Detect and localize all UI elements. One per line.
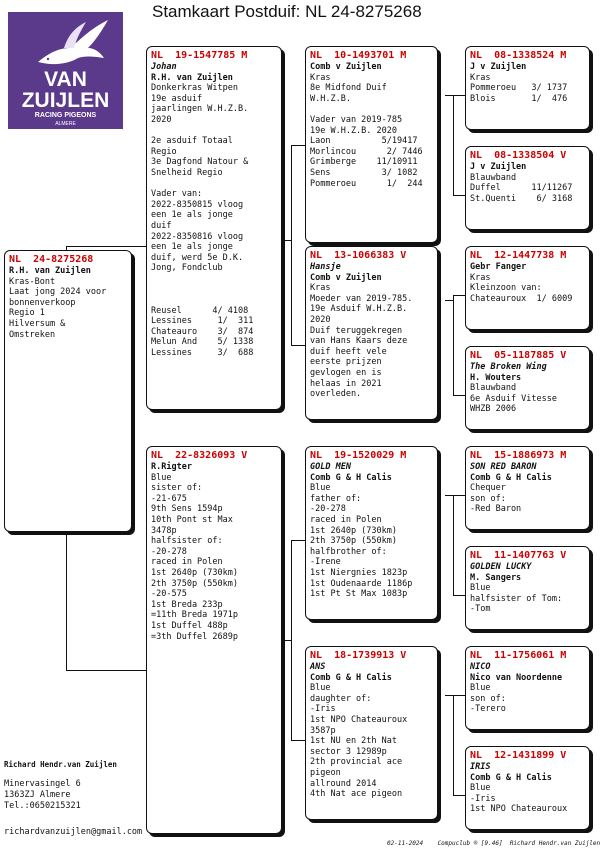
- owner-name: R.Rigter: [151, 462, 192, 472]
- pedigree-line: Blue: [151, 472, 172, 483]
- pigeon-name: Johan: [151, 62, 177, 72]
- ring-number: NL 08-1338504 V: [470, 150, 567, 161]
- pedigree-line: raced in Polen: [151, 557, 223, 568]
- pedigree-line: Duffel 11/11267: [470, 183, 573, 194]
- pedigree-line: Regio 1: [9, 308, 45, 319]
- pedigree-line: =11th Breda 1971p: [151, 610, 238, 621]
- page-title: Stamkaart Postduif: NL 24-8275268: [152, 2, 422, 21]
- pedigree-line: -Terero: [470, 704, 506, 715]
- pedigree-line: gevlogen en is: [310, 367, 382, 378]
- owner-name: Nico van Noordenne: [470, 672, 563, 683]
- pedigree-card-fm-dam[interactable]: [465, 346, 590, 430]
- owner-name: Comb G & H Calis: [310, 672, 392, 683]
- pedigree-card-mm-sire[interactable]: [465, 646, 590, 730]
- pigeon-name: ANS: [310, 662, 326, 672]
- pedigree-line: helaas in 2021: [310, 378, 382, 389]
- owner-name: Comb v Zuijlen: [310, 272, 382, 283]
- ring-number: NL 11-1407763 V: [470, 550, 567, 561]
- owner-name: R.H. van Zuijlen: [151, 72, 233, 83]
- pedigree-line: Snelheid Regio: [151, 167, 223, 178]
- pedigree-line: -21-675: [151, 493, 187, 504]
- spacer: [151, 284, 277, 295]
- pedigree-line: Melun And 5/ 1338: [151, 337, 254, 348]
- pedigree-line: 3e Dagfond Natour &: [151, 157, 249, 168]
- pedigree-line: Blue: [310, 483, 331, 494]
- pigeon-name: NICO: [470, 662, 491, 672]
- pedigree-line: raced in Polen: [310, 514, 382, 525]
- pedigree-card-mother-dam[interactable]: [305, 646, 438, 820]
- pedigree-line: -20-575: [151, 589, 187, 600]
- pedigree-line: 1st Niergnies 1823p: [310, 567, 408, 578]
- pedigree-line: 1st Breda 233p: [151, 599, 223, 610]
- pedigree-card-mf-dam[interactable]: [465, 546, 590, 630]
- pedigree-line: pigeon: [310, 767, 341, 778]
- pedigree-line: 2th provincial ace: [310, 757, 403, 768]
- pedigree-line: -Irene: [310, 557, 341, 568]
- spacer: [151, 126, 277, 137]
- pedigree-line: Pommeroeu 1/ 244: [310, 178, 423, 189]
- pedigree-line: W.H.Z.B.: [310, 93, 351, 104]
- pedigree-line: Donkerkras Witpen: [151, 83, 238, 94]
- pedigree-line: jaarlingen W.H.Z.B.: [151, 104, 249, 115]
- pedigree-line: halfbrother of:: [310, 546, 387, 557]
- pedigree-line: Blue: [470, 583, 491, 594]
- pedigree-line: 2022-8350815 vloog: [151, 199, 244, 210]
- pedigree-line: daughter of:: [310, 693, 372, 704]
- owner-name: R.H. van Zuijlen: [9, 266, 91, 276]
- pedigree-line: 2e asduif Totaal: [151, 136, 233, 147]
- pedigree-card-fm-sire[interactable]: [465, 246, 590, 330]
- pedigree-line: Kras: [310, 72, 331, 83]
- pedigree-line: Vader van 2019-785: [310, 114, 403, 125]
- pedigree-line: sector 3 12989p: [310, 746, 387, 757]
- pedigree-line: 1st NPO Chateauroux: [310, 714, 408, 725]
- owner-name: H. Wouters: [470, 372, 522, 383]
- pedigree-line: duif, werd 5e D.K.: [151, 252, 244, 263]
- pedigree-line: allround 2014: [310, 778, 377, 789]
- loft-logo: VAN ZUIJLEN RACING PIGEONS ALMERE: [8, 12, 123, 129]
- pedigree-line: St.Quenti 6/ 3168: [470, 193, 573, 204]
- owner-name: Comb G & H Calis: [470, 772, 552, 783]
- pedigree-line: van Hans Kaars deze: [310, 336, 408, 347]
- pedigree-line: Kras: [310, 283, 331, 294]
- ring-number: NL 05-1187885 V: [470, 350, 567, 361]
- pedigree-line: 10th Pont st Max: [151, 514, 233, 525]
- pedigree-line: een 1e als jonge: [151, 242, 233, 253]
- ring-number: NL 19-1547785 M: [151, 50, 248, 61]
- pedigree-line: Blauwband: [470, 383, 517, 394]
- pedigree-line: Lessines 3/ 688: [151, 348, 254, 359]
- ring-number: NL 11-1756061 M: [470, 650, 567, 661]
- owner-name: Comb G & H Calis: [470, 472, 552, 483]
- pedigree-line: duif: [151, 220, 172, 231]
- pedigree-line: 2th 3750p (550km): [310, 536, 397, 547]
- pedigree-line: Blue: [470, 683, 491, 694]
- pedigree-line: 1st Duffel 488p: [151, 620, 228, 631]
- ring-number: NL 24-8275268: [9, 254, 94, 265]
- pedigree-line: -Iris: [310, 704, 336, 715]
- pedigree-line: een 1e als jonge: [151, 210, 233, 221]
- pedigree-line: 19e W.H.Z.B. 2020: [310, 125, 397, 136]
- pedigree-line: 8e Midfond Duif: [310, 83, 387, 94]
- pedigree-card-mother-sire[interactable]: [305, 446, 438, 620]
- pedigree-line: =3th Duffel 2689p: [151, 631, 238, 642]
- pedigree-card-ff-sire[interactable]: [465, 46, 590, 130]
- ring-number: NL 22-8326093 V: [151, 450, 248, 461]
- pedigree-line: Blue: [470, 783, 491, 794]
- pedigree-line: 1st NPO Chateauroux: [470, 804, 568, 815]
- pigeon-name: Hansje: [310, 262, 341, 272]
- pedigree-line: 4th Nat ace pigeon: [310, 789, 403, 800]
- pedigree-line: -20-278: [151, 546, 187, 557]
- owner-name: Comb G & H Calis: [310, 472, 392, 483]
- pedigree-line: Laat jong 2024 voor: [9, 287, 107, 298]
- pedigree-line: 1st 2640p (730km): [310, 525, 397, 536]
- pedigree-line: -Tom: [470, 604, 491, 615]
- pedigree-line: 2th 3750p (550km): [151, 578, 238, 589]
- ring-number: NL 18-1739913 V: [310, 650, 407, 661]
- pedigree-line: Blois 1/ 476: [470, 93, 568, 104]
- pedigree-line: Morlincou 2/ 7446: [310, 146, 423, 157]
- pedigree-line: Laon 5/19417: [310, 136, 418, 147]
- pedigree-line: Kras: [470, 272, 491, 283]
- pedigree-line: halfsister of:: [151, 536, 223, 547]
- pedigree-line: Blue: [310, 683, 331, 694]
- pigeon-name: IRIS: [470, 762, 491, 772]
- breeder-name: Richard Hendr.van Zuijlen: [4, 760, 117, 769]
- pedigree-line: son of:: [470, 493, 506, 504]
- pedigree-line: Vader van:: [151, 189, 203, 200]
- pedigree-line: Hilversum &: [9, 318, 66, 329]
- pedigree-line: 2020: [310, 314, 331, 325]
- dove-icon: [8, 12, 123, 72]
- pedigree-line: eerste prijzen: [310, 357, 382, 368]
- pedigree-line: 9th Sens 1594p: [151, 504, 223, 515]
- pedigree-line: father of:: [310, 493, 362, 504]
- wire-subject-mother: [66, 532, 67, 670]
- pedigree-line: 1st Pt St Max 1083p: [310, 589, 408, 600]
- pedigree-line: Jong, Fondclub: [151, 263, 223, 274]
- pedigree-line: 1st NU en 2th Nat: [310, 736, 397, 747]
- owner-name: Gebr Fanger: [470, 262, 527, 272]
- pedigree-line: Kleinzoon van:: [470, 283, 542, 294]
- pedigree-line: 1st Oudenaarde 1186p: [310, 578, 413, 589]
- pigeon-name: SON RED BARON: [470, 462, 537, 472]
- pedigree-line: Chateauroux 1/ 6009: [470, 293, 573, 304]
- pedigree-line: Moeder van 2019-785.: [310, 293, 413, 304]
- wire-subject-mother-h: [66, 670, 146, 671]
- ring-number: NL 10-1493701 M: [310, 50, 407, 61]
- wire-subject-father-h: [66, 246, 146, 247]
- ring-number: NL 13-1066383 V: [310, 250, 407, 261]
- pedigree-line: 19e asduif: [151, 93, 203, 104]
- pedigree-card-father-dam[interactable]: [305, 246, 438, 420]
- pedigree-line: halfsister of Tom:: [470, 593, 563, 604]
- pigeon-name: GOLD MEN: [310, 462, 351, 472]
- ring-number: NL 19-1520029 M: [310, 450, 407, 461]
- pedigree-line: Reusel 4/ 4108: [151, 305, 249, 316]
- pedigree-line: 3478p: [151, 525, 177, 536]
- pedigree-line: 2020: [151, 114, 172, 125]
- pedigree-card-ff-dam[interactable]: [465, 146, 590, 230]
- spacer: [151, 179, 277, 190]
- owner-name: J v Zuijlen: [470, 62, 527, 72]
- ring-number: NL 12-1447738 M: [470, 250, 567, 261]
- pedigree-line: Omstreken: [9, 329, 56, 340]
- pedigree-card-mm-dam[interactable]: [465, 746, 590, 830]
- pedigree-line: WHZB 2006: [470, 404, 517, 415]
- pedigree-line: Lessines 1/ 311: [151, 316, 254, 327]
- breeder-email[interactable]: richardvanzuijlen@gmail.com: [4, 827, 143, 837]
- spacer: [310, 104, 433, 115]
- pedigree-line: 2022-8350816 vloog: [151, 231, 244, 242]
- pedigree-line: -Iris: [470, 793, 496, 804]
- owner-name: J v Zuijlen: [470, 162, 527, 172]
- pigeon-name: The Broken Wing: [470, 362, 547, 372]
- pedigree-line: Blauwband: [470, 172, 517, 183]
- ring-number: NL 08-1338524 M: [470, 50, 567, 61]
- spacer: [151, 274, 277, 285]
- pedigree-card-father-sire[interactable]: [305, 46, 438, 243]
- pedigree-line: Duif teruggekregen: [310, 325, 403, 336]
- pedigree-line: Kras-Bont: [9, 276, 56, 287]
- spacer: [151, 295, 277, 306]
- pedigree-line: sister of:: [151, 483, 203, 494]
- pedigree-line: duif heeft vele: [310, 346, 387, 357]
- owner-name: M. Sangers: [470, 572, 522, 583]
- wire-father-mid: [281, 240, 291, 241]
- pigeon-name: GOLDEN LUCKY: [470, 562, 532, 572]
- pedigree-card-mother[interactable]: [146, 446, 282, 834]
- pedigree-line: Chequer: [470, 483, 506, 494]
- pedigree-line: 6e Asduif Vitesse: [470, 393, 557, 404]
- pedigree-card-father[interactable]: [146, 46, 282, 410]
- pedigree-line: -20-278: [310, 504, 346, 515]
- pedigree-line: bonnenverkoop: [9, 297, 76, 308]
- ring-number: NL 15-1886973 M: [470, 450, 567, 461]
- pedigree-line: -Red Baron: [470, 504, 522, 515]
- pedigree-line: overleden.: [310, 389, 362, 400]
- breeder-address: Minervasingel 6 1363ZJ Almere Tel.:0650215321: [4, 779, 81, 811]
- pedigree-line: Sens 3/ 1082: [310, 167, 418, 178]
- pedigree-line: 19e Asduif W.H.Z.B.: [310, 304, 408, 315]
- pedigree-line: Chateauro 3/ 874: [151, 326, 254, 337]
- pedigree-line: Pommeroeu 3/ 1737: [470, 83, 568, 94]
- pedigree-line: Grimberge 11/10911: [310, 157, 418, 168]
- owner-name: Comb v Zuijlen: [310, 62, 382, 72]
- pedigree-line: Regio: [151, 146, 177, 157]
- pedigree-card-subject[interactable]: [4, 250, 132, 532]
- pedigree-line: 1st 2640p (730km): [151, 567, 238, 578]
- pedigree-line: Kras: [470, 72, 491, 83]
- pedigree-line: son of:: [470, 693, 506, 704]
- ring-number: NL 12-1431899 V: [470, 750, 567, 761]
- pedigree-line: 3587p: [310, 725, 336, 736]
- print-stamp: 02-11-2024 Compuclub ® [9.46] Richard Hendr.van Zuijlen: [387, 840, 600, 847]
- pedigree-card-mf-sire[interactable]: [465, 446, 590, 530]
